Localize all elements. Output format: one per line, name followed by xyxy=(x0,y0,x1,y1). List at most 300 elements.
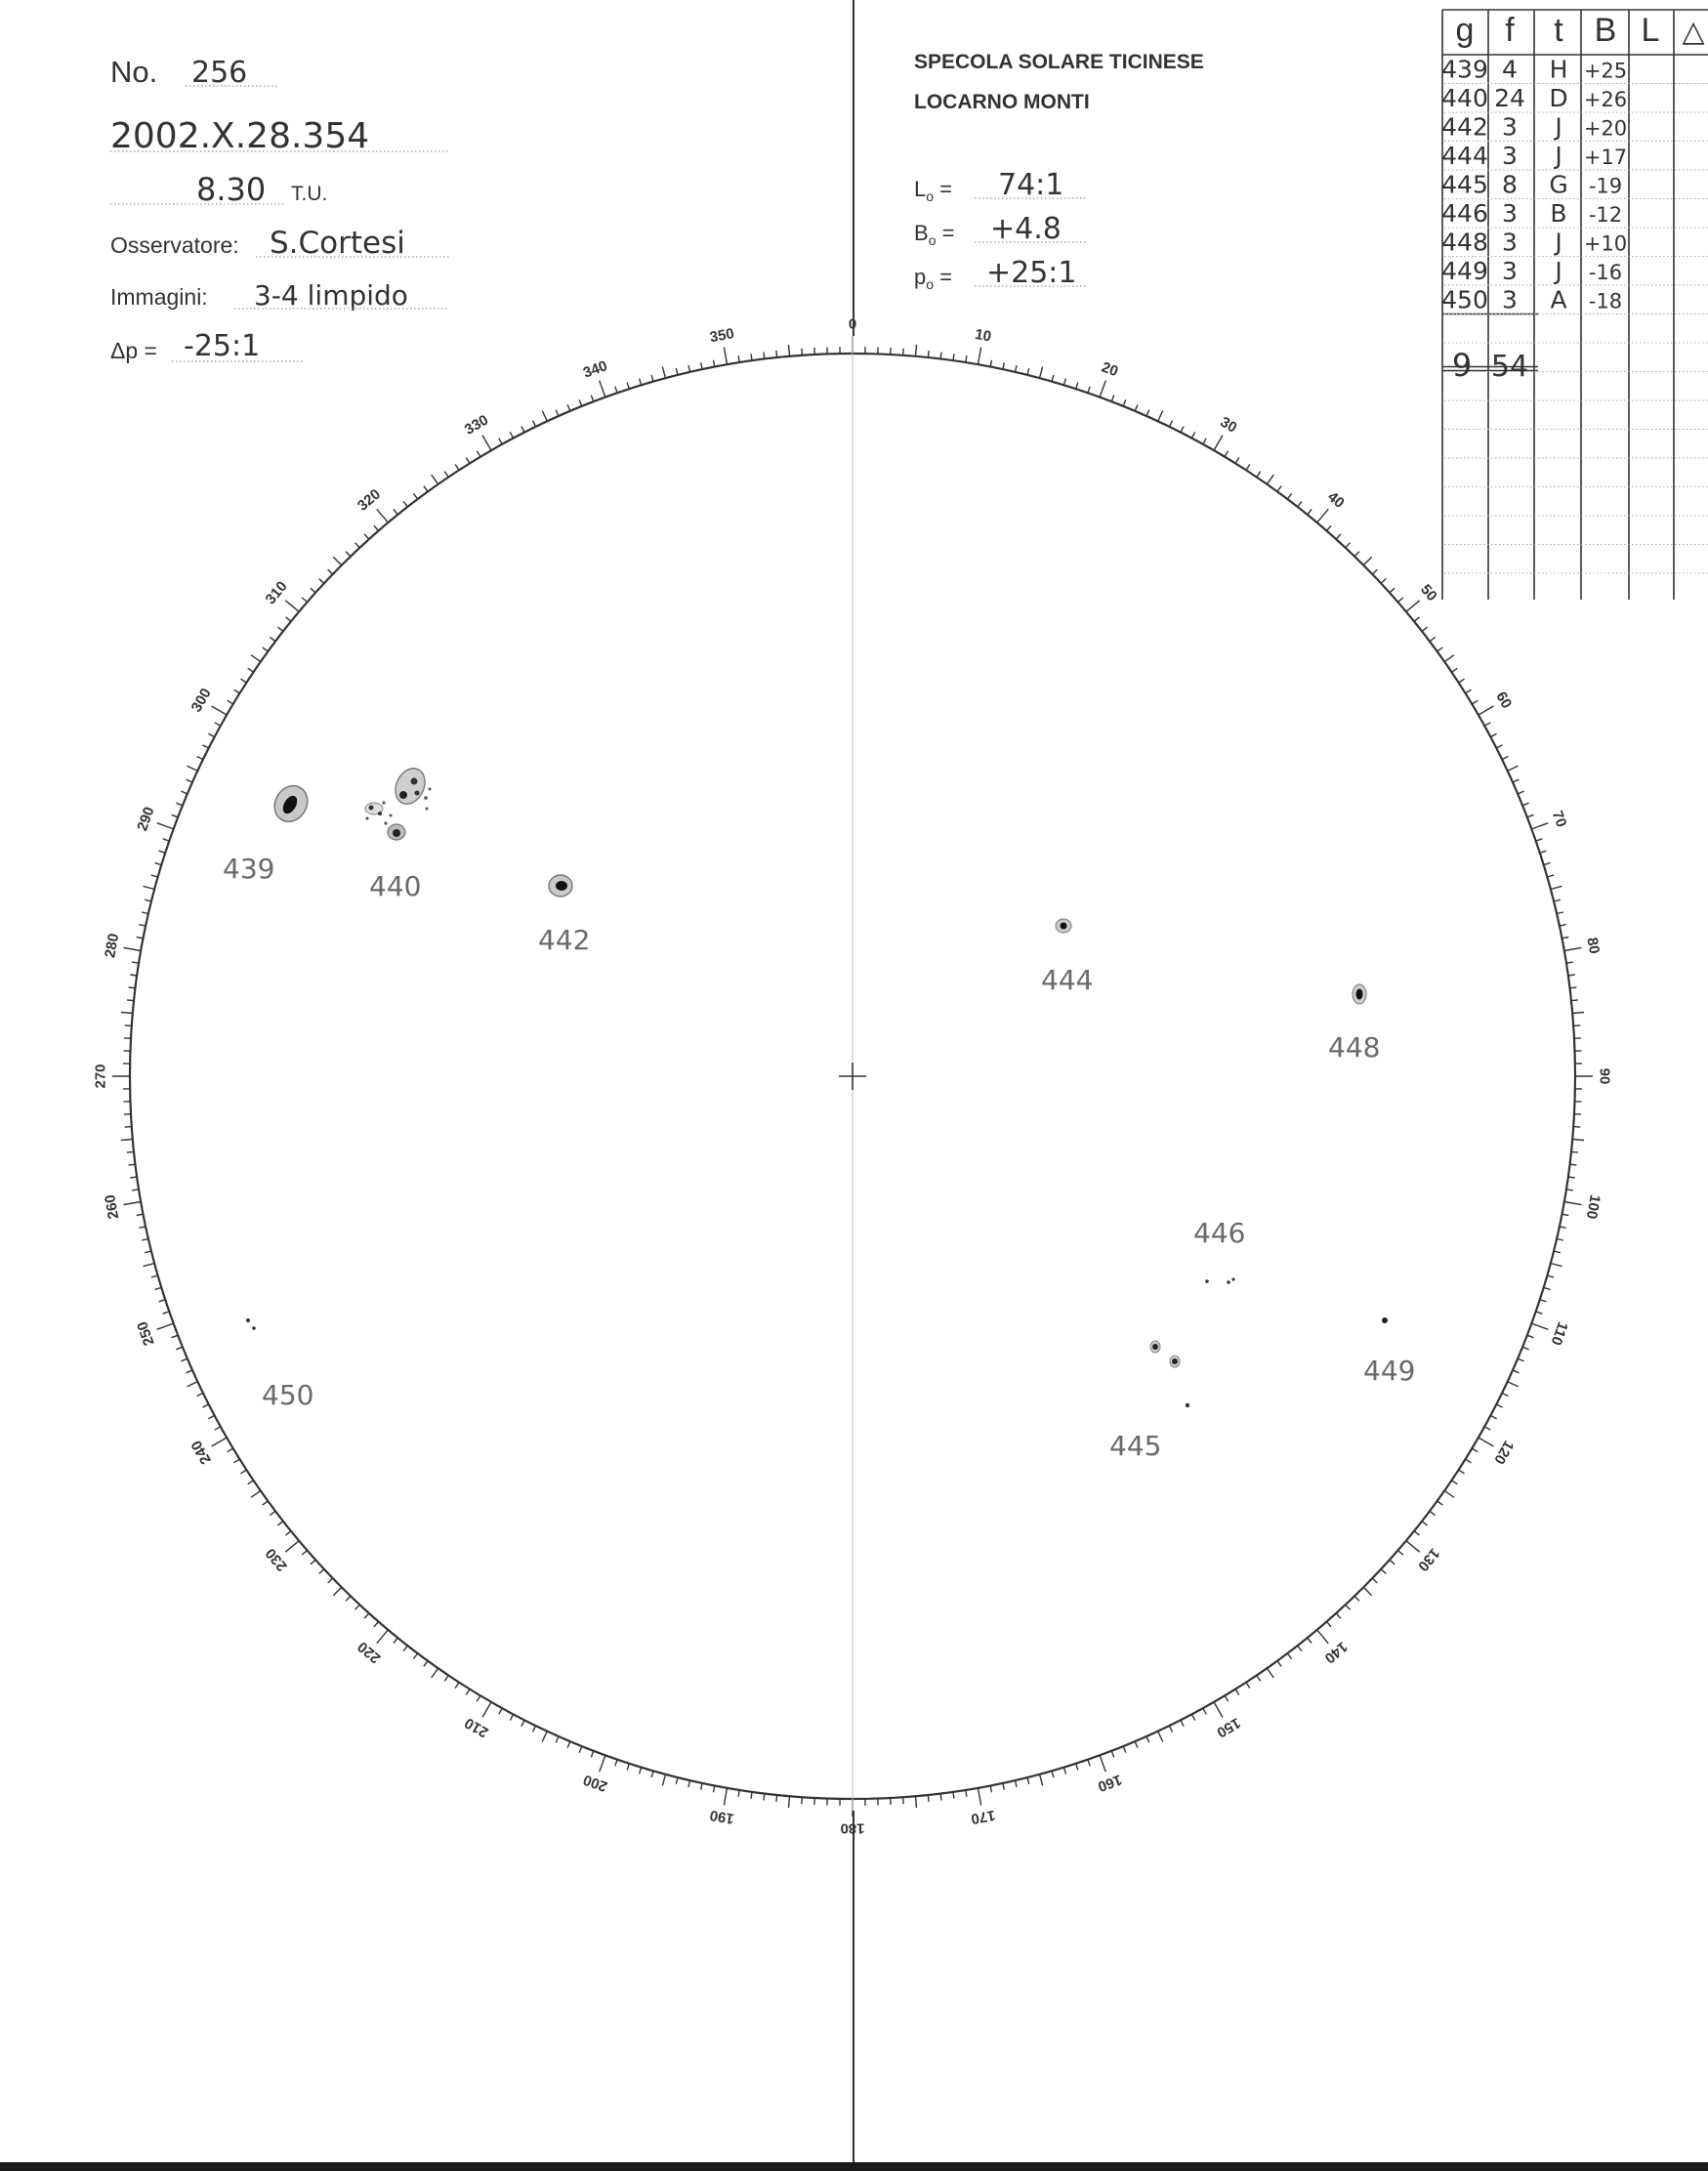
limb-tick xyxy=(139,925,146,926)
limb-tick xyxy=(1571,1151,1578,1152)
limb-tick xyxy=(789,345,790,356)
limb-tick xyxy=(1479,1438,1494,1446)
limb-tick xyxy=(127,1000,134,1001)
table-cell: 4 xyxy=(1502,55,1518,84)
limb-tick xyxy=(1346,1605,1351,1609)
limb-tick xyxy=(979,348,981,365)
limb-tick xyxy=(738,355,739,362)
table-cell: 3 xyxy=(1502,257,1518,285)
table-cell: 448 xyxy=(1441,228,1488,257)
solar-disk xyxy=(93,316,1613,1837)
limb-tick xyxy=(263,647,269,651)
limb-tick xyxy=(176,803,183,806)
limb-tick xyxy=(1076,1764,1078,1771)
table-cell: -16 xyxy=(1588,261,1623,284)
limb-tick xyxy=(1235,1690,1239,1695)
limb-tick xyxy=(142,912,148,914)
limb-tick xyxy=(163,839,170,841)
limb-tick xyxy=(187,766,198,771)
limb-tick-label: 90 xyxy=(1596,1067,1613,1085)
limb-tick-label: 80 xyxy=(1583,936,1604,955)
limb-tick xyxy=(1257,472,1261,478)
limb-tick xyxy=(234,1459,240,1463)
limb-tick xyxy=(776,1795,777,1802)
table-cell: 440 xyxy=(1441,84,1488,112)
limb-tick xyxy=(197,1393,203,1396)
limb-tick xyxy=(1076,383,1078,390)
limb-tick xyxy=(319,579,324,584)
limb-tick xyxy=(966,355,967,362)
limb-tick xyxy=(125,1025,132,1026)
limb-tick xyxy=(940,1794,941,1801)
limb-tick xyxy=(1544,863,1551,865)
limb-tick xyxy=(212,1438,228,1446)
limb-tick xyxy=(311,1560,315,1565)
limb-tick xyxy=(1123,399,1126,406)
limb-tick xyxy=(1540,851,1547,853)
observatory-block xyxy=(914,51,1204,292)
limb-tick xyxy=(802,349,803,355)
limb-tick xyxy=(394,1638,397,1643)
limb-tick xyxy=(1568,1177,1575,1178)
limb-tick xyxy=(764,1794,765,1801)
observer-label: Osservatore: xyxy=(110,232,239,258)
limb-tick xyxy=(662,367,665,379)
limb-tick xyxy=(1052,375,1054,382)
limb-tick-label: 330 xyxy=(461,411,492,438)
table-total-row xyxy=(1452,347,1528,384)
limb-tick xyxy=(208,733,214,736)
table-cell: 3 xyxy=(1502,228,1518,257)
limb-tick xyxy=(1027,368,1029,375)
limb-tick xyxy=(1100,1755,1105,1772)
limb-tick xyxy=(1513,779,1519,782)
limb-tick xyxy=(144,886,155,889)
limb-tick xyxy=(145,899,151,901)
limb-tick xyxy=(579,399,582,406)
limb-tick xyxy=(1437,647,1443,651)
limb-tick xyxy=(1191,432,1194,438)
limb-tick-label: 50 xyxy=(1417,581,1440,605)
limb-tick xyxy=(1437,1501,1443,1505)
limb-tick xyxy=(1398,598,1403,603)
table-cell: -19 xyxy=(1588,174,1623,198)
limb-tick xyxy=(1381,579,1386,584)
limb-tick xyxy=(1336,534,1341,539)
limb-tick xyxy=(676,368,678,375)
limb-tick xyxy=(151,875,158,877)
limb-tick xyxy=(776,351,777,357)
limb-tick xyxy=(953,1792,954,1799)
limb-tick xyxy=(187,1370,192,1373)
group-label-450: 450 xyxy=(262,1379,314,1411)
limb-tick xyxy=(1430,637,1436,641)
limb-tick xyxy=(1572,1013,1584,1014)
sunspots xyxy=(246,764,1388,1407)
group-label-444: 444 xyxy=(1041,964,1094,996)
bottom-edge-bar xyxy=(0,2162,1708,2171)
limb-tick xyxy=(1317,1630,1329,1644)
limb-tick xyxy=(1406,601,1420,612)
limb-tick xyxy=(477,451,480,457)
limb-tick xyxy=(591,1751,594,1758)
limb-tick xyxy=(1287,493,1291,499)
limb-tick xyxy=(1398,1551,1403,1556)
limb-tick xyxy=(251,1490,261,1497)
limb-tick xyxy=(1414,1531,1419,1535)
limb-tick xyxy=(248,668,254,672)
limb-tick xyxy=(374,1622,379,1627)
limb-tick xyxy=(1277,1661,1281,1667)
limb-tick xyxy=(1203,1708,1206,1714)
table-cell: J xyxy=(1555,112,1562,142)
param-b0-label: $B_o$ = xyxy=(914,221,955,248)
limb-tick xyxy=(1169,1726,1172,1732)
limb-tick xyxy=(302,598,307,603)
limb-tick-label: 340 xyxy=(580,357,610,382)
table-cell: 444 xyxy=(1441,142,1488,170)
limb-tick xyxy=(1518,791,1523,794)
limb-tick xyxy=(1557,912,1563,914)
limb-tick xyxy=(1363,557,1371,564)
limb-tick xyxy=(1052,1771,1054,1777)
limb-tick xyxy=(286,617,291,621)
limb-tick xyxy=(285,1541,299,1553)
group-label-440: 440 xyxy=(369,870,422,902)
limb-tick xyxy=(1572,1140,1584,1141)
table-cell: 3 xyxy=(1502,285,1518,314)
limb-tick xyxy=(241,679,247,683)
limb-tick xyxy=(1518,1358,1523,1361)
limb-tick xyxy=(302,1551,307,1556)
param-p0-value: +25:1 xyxy=(986,256,1077,290)
limb-tick xyxy=(187,779,192,782)
limb-tick xyxy=(139,1227,146,1228)
limb-tick xyxy=(928,1795,929,1802)
limb-tick xyxy=(953,354,954,360)
limb-tick xyxy=(333,1587,341,1595)
limb-tick xyxy=(159,851,166,853)
limb-tick xyxy=(1063,1768,1065,1774)
limb-tick xyxy=(556,410,559,416)
limb-tick xyxy=(1406,1541,1420,1553)
limb-tick xyxy=(916,345,917,356)
limb-tick xyxy=(802,1797,803,1804)
limb-tick xyxy=(432,1668,438,1678)
table-cell: 439 xyxy=(1441,55,1488,84)
limb-tick xyxy=(1562,1214,1568,1215)
table-cell: B xyxy=(1550,199,1567,228)
limb-tick xyxy=(176,1347,183,1350)
table-cell: D xyxy=(1549,84,1568,112)
limb-tick xyxy=(1527,1335,1534,1338)
limb-tick xyxy=(482,436,491,451)
table-cell: A xyxy=(1550,285,1567,314)
limb-tick xyxy=(764,353,765,359)
limb-tick xyxy=(1508,1382,1519,1387)
group-label-439: 439 xyxy=(223,853,275,885)
limb-tick xyxy=(751,354,752,360)
limb-tick-label: 190 xyxy=(708,1806,736,1827)
limb-tick xyxy=(215,1427,221,1430)
limb-tick xyxy=(1100,381,1105,397)
limb-tick xyxy=(640,379,642,386)
limb-tick xyxy=(662,1774,665,1786)
limb-tick xyxy=(285,601,299,612)
group-summary-table xyxy=(1441,10,1708,600)
limb-tick xyxy=(1566,962,1573,963)
limb-tick xyxy=(455,1683,459,1689)
limb-tick xyxy=(940,353,941,359)
table-cell: J xyxy=(1555,257,1562,285)
limb-tick xyxy=(615,1760,617,1767)
limb-tick xyxy=(1298,501,1302,507)
limb-tick xyxy=(1169,421,1172,427)
limb-tick xyxy=(1246,465,1250,471)
limb-tick-label: 230 xyxy=(262,1544,291,1574)
limb-tick xyxy=(124,1202,142,1205)
limb-tick xyxy=(1354,1596,1359,1601)
limb-tick xyxy=(789,1796,790,1808)
sunspot-group-445 xyxy=(1150,1341,1189,1407)
limb-tick xyxy=(1257,1676,1261,1682)
limb-tick xyxy=(333,557,341,564)
group-label-442: 442 xyxy=(538,924,591,956)
table-cell: 3 xyxy=(1502,142,1518,170)
limb-tick xyxy=(600,381,605,397)
limb-tick xyxy=(640,1768,642,1774)
limb-tick xyxy=(155,863,162,865)
limb-tick xyxy=(1522,803,1529,806)
limb-tick-label: 110 xyxy=(1547,1319,1571,1348)
limb-tick xyxy=(1146,410,1149,416)
total-spots: 54 xyxy=(1490,350,1529,384)
limb-tick xyxy=(1346,543,1351,548)
limb-tick xyxy=(1547,1275,1554,1277)
limb-tick xyxy=(477,1695,480,1701)
limb-tick xyxy=(130,1177,137,1178)
limb-tick xyxy=(157,1323,174,1329)
limb-tick xyxy=(208,1415,214,1418)
limb-tick xyxy=(533,421,536,427)
total-groups: 9 xyxy=(1451,347,1473,384)
limb-tick-label: 210 xyxy=(461,1714,492,1741)
limb-tick-label: 310 xyxy=(262,578,291,608)
limb-tick xyxy=(328,569,333,574)
table-cell: 449 xyxy=(1441,257,1488,285)
observer-value: S.Cortesi xyxy=(270,226,405,261)
limb-tick xyxy=(1414,617,1419,621)
limb-tick xyxy=(990,360,991,367)
limb-tick xyxy=(187,1382,198,1387)
limb-tick xyxy=(1484,723,1490,726)
limb-tick xyxy=(591,396,594,402)
limb-tick xyxy=(903,1797,904,1804)
limb-tick xyxy=(172,1335,179,1338)
limb-tick xyxy=(1372,569,1377,574)
delta-p-label: Δp = xyxy=(110,338,157,363)
limb-tick-label: 280 xyxy=(102,932,123,960)
limb-tick xyxy=(364,534,369,539)
table-cell: 442 xyxy=(1441,112,1488,142)
table-cell: 446 xyxy=(1441,199,1488,228)
limb-tick xyxy=(144,1264,155,1267)
limb-tick xyxy=(627,383,629,390)
sunspot-group-450 xyxy=(246,1318,256,1330)
limb-tick xyxy=(1363,1587,1371,1595)
table-cell: 3 xyxy=(1502,112,1518,142)
limb-tick xyxy=(172,814,179,817)
limb-tick xyxy=(234,689,240,693)
limb-tick xyxy=(1571,1000,1578,1001)
limb-tick xyxy=(1560,925,1566,926)
group-label-445: 445 xyxy=(1109,1430,1162,1462)
time-unit: T.U. xyxy=(291,183,328,205)
limb-tick xyxy=(1564,1202,1582,1205)
table-cell: +25 xyxy=(1583,59,1628,83)
limb-tick-label: 160 xyxy=(1095,1771,1125,1795)
limb-tick xyxy=(130,975,137,976)
delta-p-value: -25:1 xyxy=(184,329,261,363)
sunspot-group-444 xyxy=(1056,919,1071,933)
limb-tick xyxy=(1135,404,1138,410)
limb-tick xyxy=(1484,1427,1490,1430)
limb-tick xyxy=(319,1569,324,1574)
limb-tick xyxy=(377,509,389,522)
limb-tick xyxy=(1568,975,1575,976)
limb-tick xyxy=(444,1676,448,1682)
sunspot-group-442 xyxy=(549,875,572,897)
limb-tick xyxy=(627,1764,629,1771)
limb-tick-label: 150 xyxy=(1213,1714,1244,1741)
limb-tick xyxy=(1191,1714,1194,1720)
sunspot-group-440 xyxy=(365,764,432,840)
limb-tick xyxy=(1459,679,1465,683)
limb-tick xyxy=(1298,1646,1302,1651)
number-label: No. xyxy=(110,55,158,89)
limb-tick xyxy=(903,349,904,355)
limb-tick xyxy=(928,351,929,357)
limb-tick xyxy=(1246,1683,1250,1689)
table-cell: +26 xyxy=(1583,88,1628,111)
limb-tick xyxy=(1111,396,1114,402)
limb-tick xyxy=(1088,1760,1090,1767)
table-cell: +10 xyxy=(1583,231,1628,256)
limb-tick xyxy=(1327,1622,1332,1627)
limb-tick-label: 290 xyxy=(134,804,158,834)
limb-tick xyxy=(228,700,233,704)
images-label: Immagini: xyxy=(110,284,208,310)
limb-tick xyxy=(277,627,283,631)
limb-tick xyxy=(1522,1347,1529,1350)
limb-tick xyxy=(1308,510,1312,515)
limb-tick xyxy=(1422,1522,1428,1525)
limb-tick xyxy=(1444,1490,1454,1497)
limb-tick xyxy=(455,465,459,471)
limb-tick xyxy=(1551,886,1562,889)
limb-tick xyxy=(1225,451,1229,457)
limb-tick xyxy=(651,375,653,382)
limb-tick xyxy=(1459,1470,1465,1474)
table-header-row xyxy=(1456,12,1705,49)
limb-tick-label: 180 xyxy=(840,1819,865,1837)
number-value: 256 xyxy=(191,56,248,90)
param-l0-value: 74:1 xyxy=(998,168,1064,202)
limb-tick xyxy=(1444,655,1454,662)
limb-tick xyxy=(542,411,547,422)
limb-tick xyxy=(1336,1613,1341,1618)
limb-tick xyxy=(1573,1025,1580,1026)
col-header-b: B xyxy=(1594,12,1617,49)
limb-tick xyxy=(1158,411,1163,422)
limb-tick xyxy=(499,1708,502,1714)
limb-tick xyxy=(916,1796,917,1808)
limb-tick xyxy=(1540,1300,1547,1302)
limb-tick xyxy=(1536,839,1543,841)
limb-tick xyxy=(1536,1312,1543,1314)
limb-tick xyxy=(600,1755,605,1772)
images-value: 3-4 limpido xyxy=(254,279,408,312)
limb-tick xyxy=(121,1013,133,1014)
limb-tick xyxy=(1016,1780,1018,1787)
limb-tick xyxy=(1277,486,1281,492)
limb-tick xyxy=(1547,875,1554,877)
limb-tick xyxy=(413,1653,417,1659)
param-l0-label: $L_o$ = xyxy=(914,177,953,204)
limb-tick xyxy=(499,438,502,444)
limb-tick xyxy=(346,1596,351,1601)
limb-tick xyxy=(1557,1239,1563,1241)
table-cell: G xyxy=(1549,170,1568,199)
limb-tick xyxy=(377,1630,389,1644)
limb-tick-label: 240 xyxy=(187,1437,215,1468)
limb-tick xyxy=(1490,1415,1496,1418)
limb-tick xyxy=(1508,766,1519,771)
limb-tick xyxy=(1158,1732,1163,1742)
limb-tick xyxy=(579,1746,582,1753)
limb-tick xyxy=(364,1613,369,1618)
limb-tick xyxy=(228,1448,233,1452)
limb-tick xyxy=(714,1785,715,1792)
limb-tick xyxy=(1531,823,1548,829)
limb-tick-label: 10 xyxy=(974,325,993,346)
limb-tick xyxy=(701,362,702,369)
limb-tick xyxy=(1479,706,1494,715)
limb-tick-label: 350 xyxy=(708,325,736,347)
limb-tick xyxy=(311,588,315,593)
limb-tick xyxy=(1496,1404,1502,1407)
limb-tick xyxy=(346,552,351,557)
group-labels xyxy=(223,853,1415,1462)
table-cell: H xyxy=(1549,55,1568,84)
limb-tick xyxy=(556,1736,559,1742)
limb-tick xyxy=(121,1140,133,1141)
limb-tick xyxy=(533,1726,536,1732)
limb-tick xyxy=(394,510,397,515)
table-cell: 3 xyxy=(1502,199,1518,228)
limb-tick xyxy=(1390,588,1395,593)
limb-tick xyxy=(990,1785,991,1792)
limb-tick xyxy=(1573,1127,1580,1128)
limb-tick xyxy=(1554,899,1561,901)
table-cell: 8 xyxy=(1502,170,1518,199)
center-cross xyxy=(839,1063,866,1090)
limb-tick xyxy=(1544,1287,1551,1289)
limb-tick xyxy=(1123,1746,1126,1753)
limb-tick xyxy=(202,1404,208,1407)
param-b0-value: +4.8 xyxy=(990,212,1062,246)
limb-tick-label: 20 xyxy=(1099,358,1121,381)
